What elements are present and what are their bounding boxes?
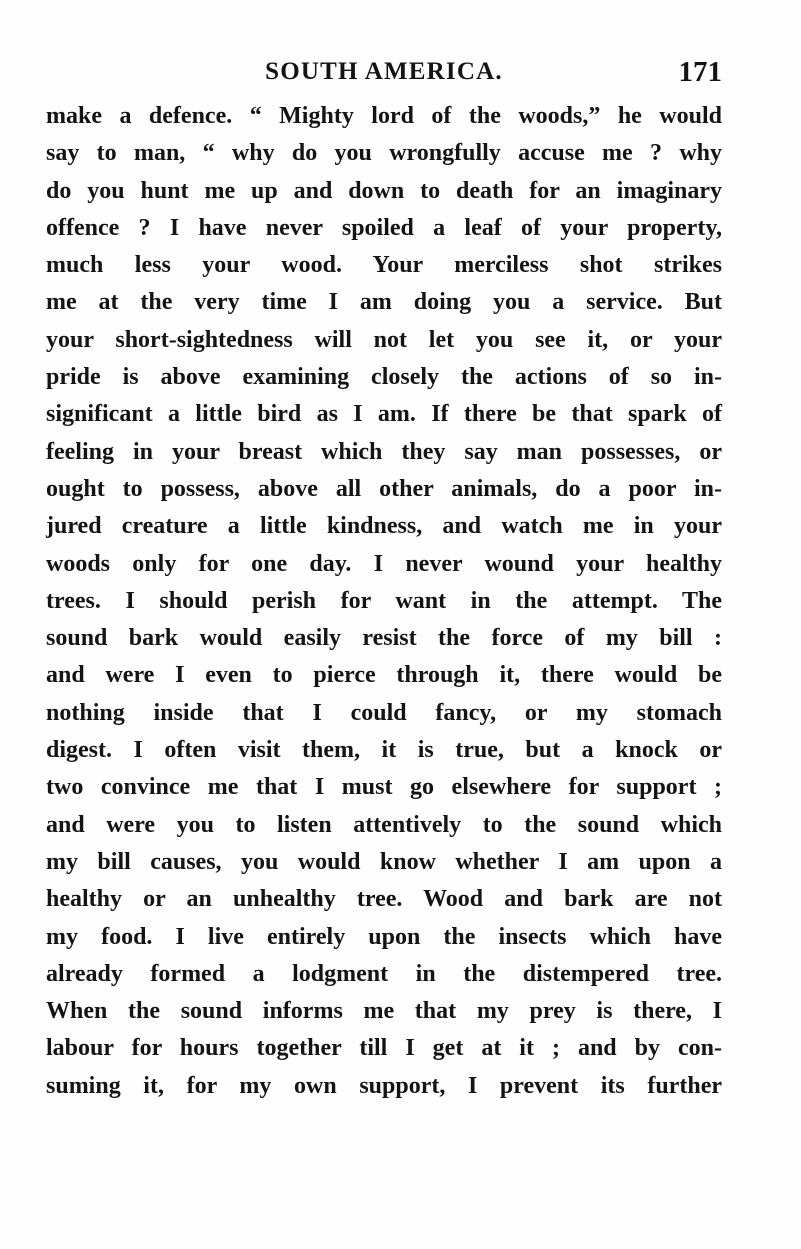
text-line: suming it, for my own support, I prevent its further [46,1072,722,1099]
text-line: my bill causes, you would know whether I am upon a [46,848,722,875]
page-header [46,52,722,92]
text-line: trees. I should perish for want in the attempt. The [46,587,722,614]
text-line: do you hunt me up and down to death for an imaginary [46,177,722,204]
text-line: and were I even to pierce through it, there would be [46,662,722,689]
body-text [46,98,722,1228]
page-number: 171 [678,56,722,88]
text-line: ought to possess, above all other animals, do a poor in- [46,475,722,502]
text-line: When the sound informs me that my prey is there, I [46,998,722,1025]
text-line: healthy or an unhealthy tree. Wood and bark are not [46,886,722,913]
text-line: pride is above examining closely the actions of so in- [46,364,722,391]
text-line: sound bark would easily resist the force of my bill : [46,625,722,652]
running-head: SOUTH AMERICA. [265,58,503,85]
text-line: significant a little bird as I am. If there be that spark of [46,401,722,428]
text-line: your short-sightedness will not let you see it, or your [46,326,722,353]
text-line: offence ? I have never spoiled a leaf of your property, [46,214,722,241]
text-line: and were you to listen attentively to the sound which [46,811,722,838]
text-line: make a defence. “ Mighty lord of the woods,” he would [46,103,722,129]
text-line: woods only for one day. I never wound your healthy [46,550,722,577]
text-line: feeling in your breast which they say man possesses, or [46,438,722,465]
text-line: nothing inside that I could fancy, or my stomach [46,699,722,726]
text-line: two convince me that I must go elsewhere for support ; [46,774,722,801]
text-line: jured creature a little kindness, and watch me in your [46,513,722,540]
text-line: digest. I often visit them, it is true, but a knock or [46,737,722,764]
text-line: me at the very time I am doing you a service. But [46,289,722,316]
text-line: say to man, “ why do you wrongfully accuse me ? why [46,140,722,167]
text-line: already formed a lodgment in the distempered tree. [46,960,722,987]
text-line: my food. I live entirely upon the insects which have [46,923,722,950]
text-line: much less your wood. Your merciless shot strikes [46,252,722,279]
text-line: labour for hours together till I get at it ; and by con- [46,1035,722,1062]
